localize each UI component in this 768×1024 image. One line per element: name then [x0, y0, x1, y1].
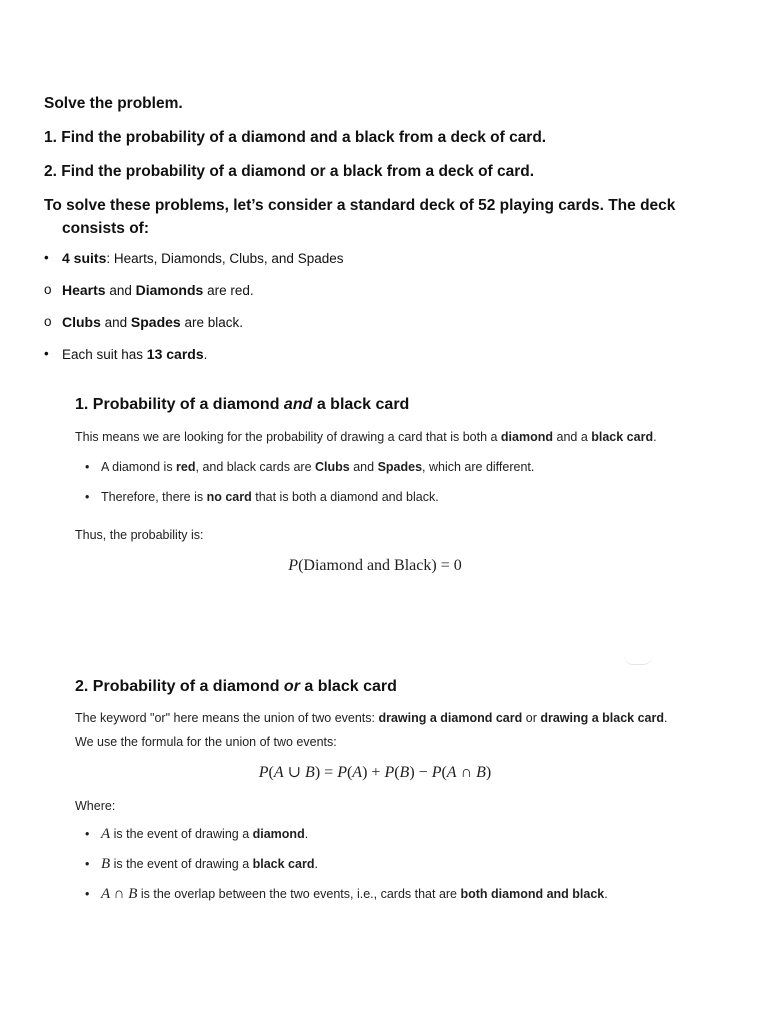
formula-and: P(Diamond and Black) = 0	[288, 557, 462, 574]
bold-text: Spades	[130, 314, 181, 330]
bold-text: Clubs	[62, 314, 101, 330]
list-item	[44, 280, 734, 301]
section-or	[75, 676, 675, 914]
list-item: • A is the event of drawing a diamond.	[85, 826, 309, 842]
bullet-icon: •	[85, 460, 90, 474]
question-2: 2. Find the probability of a diamond or a black from a deck of card.	[44, 163, 535, 180]
text: are black.	[180, 315, 244, 330]
bold-text: 13 cards	[146, 346, 204, 362]
section-2-title: 2. Probability of a diamond or a black card	[75, 678, 397, 695]
divider	[624, 656, 652, 665]
problem-statement	[44, 92, 734, 376]
bold-text: 4 suits	[62, 250, 107, 266]
list-item: • A ∩ B is the overlap between the two events, i.e., cards that are both diamond and black.	[85, 886, 608, 902]
section-2-list	[75, 824, 675, 904]
section-2-description: The keyword "or" here means the union of two events: drawing a diamond card or drawing a black card. We use the formula for the union of two events:	[75, 711, 668, 749]
section-1-title: 1. Probability of a diamond and a black card	[75, 396, 410, 413]
bullet-icon: •	[85, 490, 90, 504]
solve-heading: Solve the problem.	[44, 95, 183, 112]
list-item: • A diamond is red, and black cards are Clubs and Spades, which are different.	[75, 457, 675, 477]
bullet-icon: o	[44, 314, 52, 329]
bullet-icon: •	[85, 857, 90, 871]
bullet-icon: •	[85, 887, 90, 901]
text: : Hearts, Diamonds, Clubs, and Spades	[106, 251, 344, 266]
thus-text: Thus, the probability is:	[75, 528, 204, 542]
bullet-icon: •	[85, 827, 90, 841]
section-and	[75, 394, 675, 575]
text: .	[203, 347, 208, 362]
section-1-list	[75, 457, 675, 507]
intro-paragraph: To solve these problems, let’s consider a standard deck of 52 playing cards. The deck consists of:	[44, 197, 676, 237]
list-item	[44, 344, 734, 365]
list-item: • B is the event of drawing a black card.	[85, 856, 318, 872]
text: are red.	[203, 283, 254, 298]
bullet-icon: •	[44, 250, 49, 265]
list-item	[44, 248, 734, 269]
bold-text: Diamonds	[135, 282, 204, 298]
list-item	[44, 312, 734, 333]
section-1-description: This means we are looking for the probability of drawing a card that is both a diamond and a black card.	[75, 430, 657, 444]
bullet-icon: o	[44, 282, 52, 297]
where-text: Where:	[75, 799, 116, 813]
formula-union: P(A ∪ B) = P(A) + P(B) − P(A ∩ B)	[258, 764, 492, 781]
question-1: 1. Find the probability of a diamond and a black from a deck of card.	[44, 129, 547, 146]
bullet-icon: •	[44, 346, 49, 361]
list-item: • Therefore, there is no card that is both a diamond and black.	[75, 487, 675, 507]
text: and	[100, 315, 131, 330]
bold-text: Hearts	[62, 282, 106, 298]
text: Each suit has	[62, 347, 147, 362]
text: and	[105, 283, 136, 298]
